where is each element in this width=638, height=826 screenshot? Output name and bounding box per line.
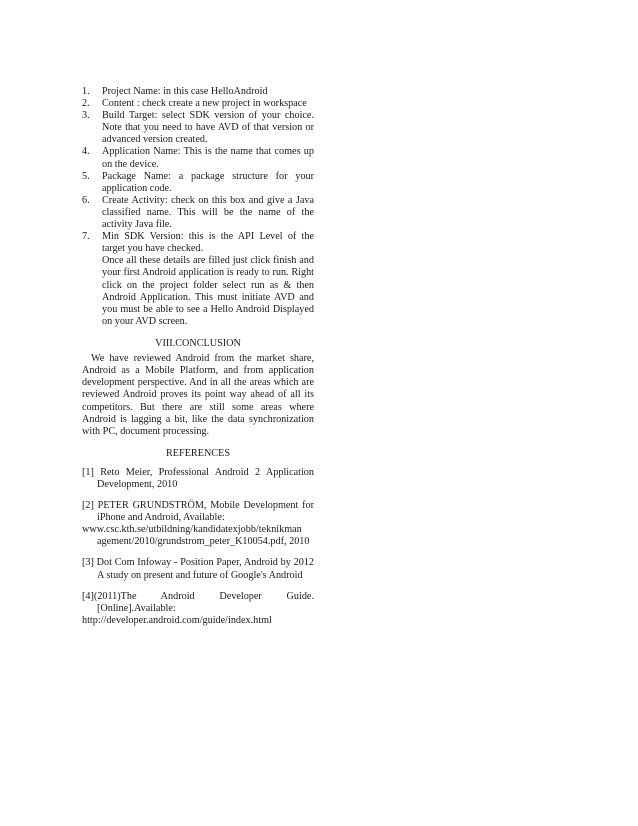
conclusion-heading: VIII.CONCLUSION	[155, 338, 241, 350]
list-item-number: 6.	[82, 194, 90, 206]
list-item	[82, 86, 314, 98]
list-item-text: Content : check create a new project in workspace	[102, 98, 307, 110]
references-heading: REFERENCES	[166, 447, 230, 459]
list-item-text: Build Target: select SDK version of your choice. Note that you need to have AVD of that version or advanced version created.	[102, 110, 314, 146]
list-item	[82, 110, 314, 146]
project-settings-list	[82, 86, 314, 255]
run-instructions-paragraph: Once all these details are filled just click finish and your first Android application is ready to run. Right click on the project folder select run as & then Android Application. This must initiate AVD and you must be able to see a Hello Android Displayed on your AVD screen.	[102, 255, 314, 327]
list-item	[82, 195, 314, 231]
list-item-number: 2.	[82, 98, 90, 110]
paper-column	[82, 86, 314, 636]
reference-item	[82, 557, 314, 581]
reference-item	[82, 591, 314, 627]
list-item	[82, 171, 314, 195]
list-item-text: Create Activity: check on this box and give a Java classified name. This will be the name of the activity Java file.	[102, 194, 314, 231]
list-item	[82, 146, 314, 170]
list-item-text: Min SDK Version: this is the API Level of the target you have checked.	[102, 231, 314, 255]
reference-text: [3] Dot Com Infoway - Position Paper, Android by 2012 A study on present and future of Google's Android	[82, 557, 314, 581]
list-item-text: Project Name: in this case HelloAndroid	[102, 86, 268, 97]
list-item-number: 3.	[82, 110, 90, 122]
conclusion-paragraph: We have reviewed Android from the market share, Android as a Mobile Platform, and from application development perspective. And in all the areas which are reviewed Android proves its point way ahead of all its competitors. But there are still some areas where Android is lagging a bit, like the data synchronization with PC, document processing.	[82, 353, 314, 437]
reference-item	[82, 500, 314, 548]
list-item-number: 4.	[82, 146, 90, 158]
list-item-text: Package Name: a package structure for your application code.	[102, 170, 314, 194]
reference-text: [4](2011)The Android Developer Guide. [Online].Available:	[82, 590, 314, 614]
list-item-number: 1.	[82, 86, 90, 97]
list-item	[82, 98, 314, 110]
reference-url: www.csc.kth.se/utbildning/kandidatexjobb/teknikman agement/2010/grundstrom_peter_K10054.pdf, 2010	[82, 524, 310, 548]
list-item-number: 5.	[82, 170, 90, 182]
reference-text: [2] PETER GRUNDSTRÖM, Mobile Development for iPhone and Android, Available:	[82, 500, 314, 524]
list-item	[82, 231, 314, 255]
reference-url: http://developer.android.com/guide/index.html	[82, 614, 272, 626]
reference-text: [1] Reto Meier, Professional Android 2 Application Development, 2010	[82, 466, 314, 490]
reference-item	[82, 467, 314, 491]
list-item-number: 7.	[82, 231, 90, 243]
list-item-text: Application Name: This is the name that comes up on the device.	[102, 146, 314, 170]
references-list	[82, 467, 314, 627]
